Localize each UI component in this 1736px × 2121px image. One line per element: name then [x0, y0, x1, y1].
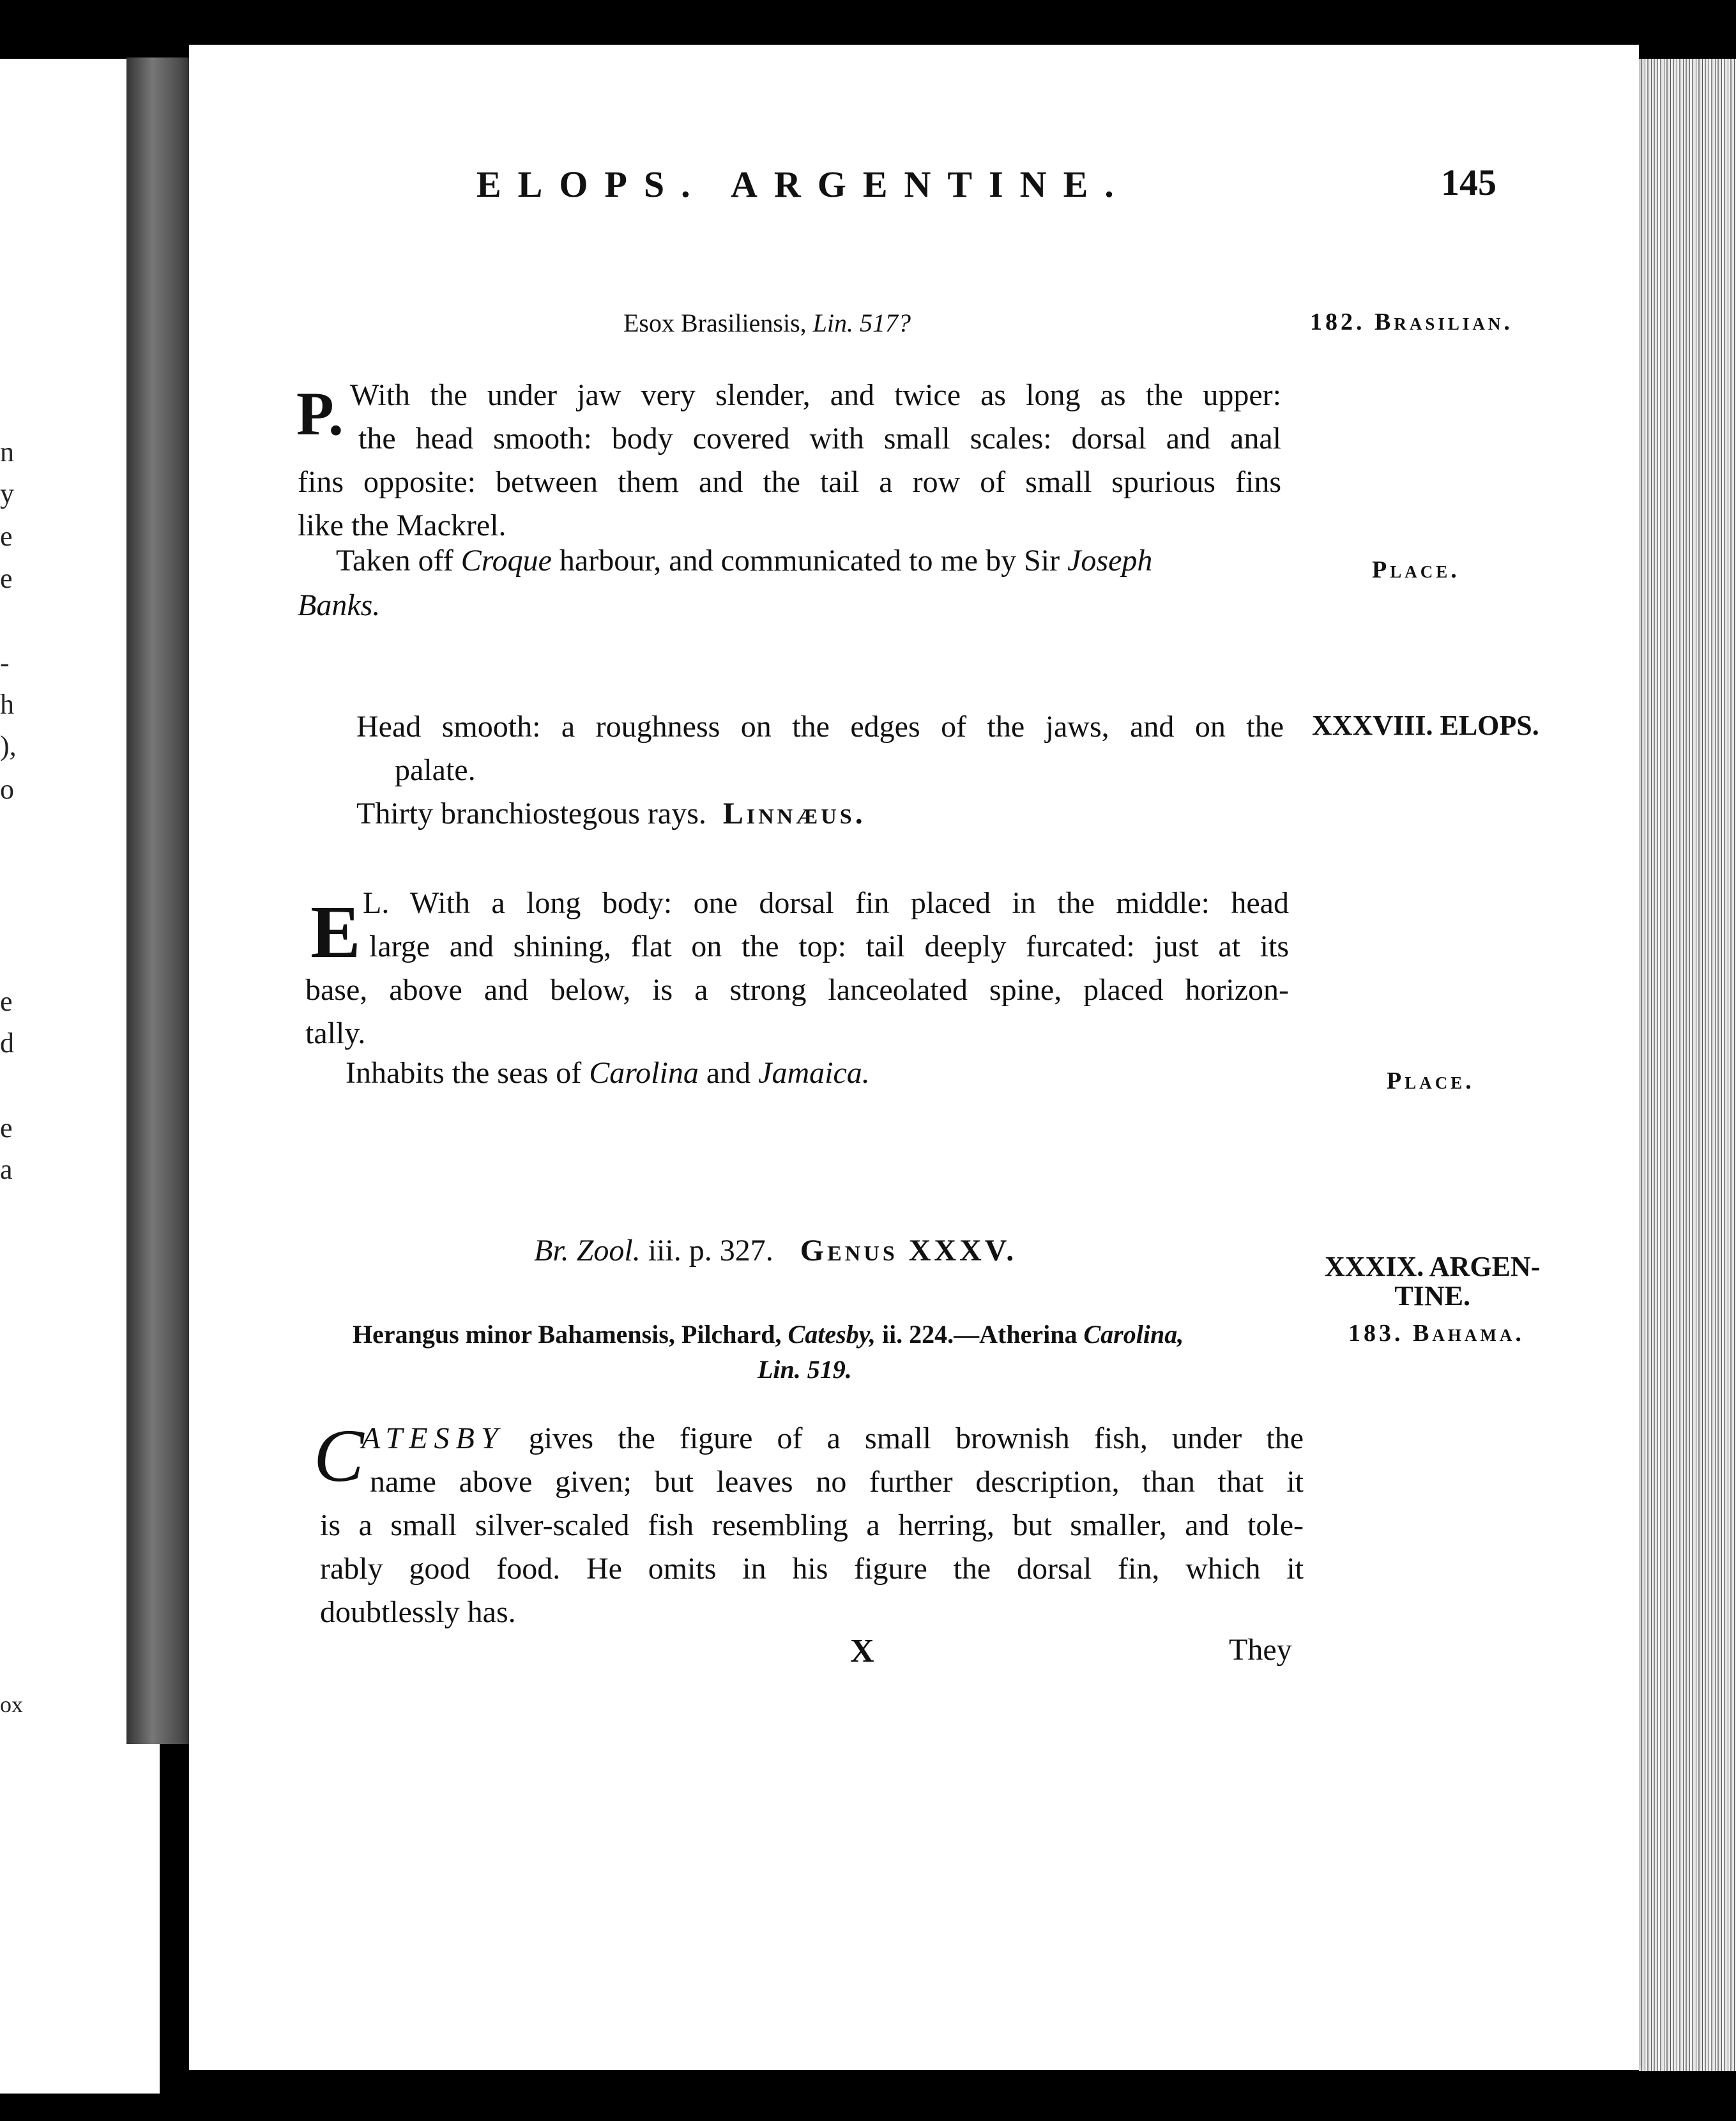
prev-page-fragment: e [0, 521, 13, 552]
synonym-italic: Carolina, [1083, 1320, 1184, 1349]
reference-italic: Br. Zool. [534, 1234, 641, 1267]
description-paragraph [298, 374, 1281, 547]
habitat-text: and [706, 1056, 751, 1090]
citation-italic: Lin. 517? [812, 309, 911, 337]
text-line: is a small silver-scaled fish resembling a herring, but smaller, and tole- [320, 1508, 1304, 1542]
page-edges [1639, 59, 1736, 2071]
signature-mark: X [850, 1633, 874, 1669]
text-line: the head smooth: body covered with small scales: dorsal and anal [358, 422, 1281, 456]
prev-page-fragment: ox [0, 1692, 23, 1717]
prev-page-fragment: y [0, 478, 14, 509]
prev-page-fragment: o [0, 774, 14, 805]
text-line: tally. [305, 1016, 366, 1050]
synonym-text: Herangus minor Bahamensis, Pilchard, [353, 1320, 782, 1349]
authority: Linnæus. [722, 797, 866, 831]
genus-character-line [356, 796, 866, 831]
prev-page-fragment: e [0, 1112, 13, 1144]
species-marginal-label: 183. Bahama. [1348, 1320, 1525, 1347]
genus-reference [534, 1233, 1017, 1268]
initial-word: ATESBY [362, 1421, 505, 1455]
place-line [336, 543, 1152, 578]
prev-page-fragment: - [0, 647, 10, 678]
drop-initial: P. [296, 379, 344, 448]
synonymy-line: Lin. 519. [758, 1355, 852, 1384]
text-line: doubtlessly has. [320, 1595, 516, 1629]
reference-text: iii. p. 327. [648, 1234, 773, 1267]
text-line: name above given; but leaves no further description, than that it [370, 1465, 1304, 1499]
prev-page-fragment: ), [0, 730, 17, 762]
description-paragraph [320, 1417, 1304, 1634]
citation-roman: Esox Brasiliensis, [623, 309, 807, 337]
prev-page-fragment: n [0, 436, 14, 468]
place-italic: Croque [461, 544, 552, 578]
margin-label-line: TINE. [1394, 1280, 1470, 1312]
text-line: With the under jaw very slender, and twice as long as the upper: [350, 378, 1281, 412]
margin-label-genus: XXXVIII. ELOPS. [1312, 710, 1539, 741]
catchword: They [1229, 1633, 1292, 1667]
synonymy-line [353, 1319, 1184, 1349]
genus-character-text: Thirty branchiostegous rays. [356, 797, 706, 831]
drop-initial: C [314, 1414, 364, 1497]
description-paragraph [305, 882, 1289, 1055]
place-italic: Joseph [1067, 544, 1153, 578]
habitat-line [346, 1055, 870, 1091]
habitat-italic: Jamaica. [758, 1056, 870, 1090]
synonym-italic: Catesby, [788, 1320, 876, 1349]
place-line-continued: Banks. [298, 588, 381, 622]
habitat-italic: Carolina [589, 1056, 699, 1090]
prev-page-fragment: a [0, 1154, 13, 1185]
running-title: ELOPS. ARGENTINE. [476, 164, 1131, 205]
drop-initial: E [310, 890, 361, 974]
species-abbr: L. [363, 886, 390, 920]
text-line: large and shining, flat on the top: tail deeply furcated: just at its [369, 930, 1289, 963]
genus-label: Genus XXXV. [800, 1234, 1017, 1267]
prev-page-fragment: d [0, 1027, 14, 1059]
species-citation [623, 308, 911, 338]
prev-page-fragment: e [0, 563, 13, 594]
book-page [189, 45, 1639, 2070]
text-line-content: gives the figure of a small brownish fish, under the [528, 1421, 1304, 1455]
place-text: harbour, and communicated to me by Sir [559, 544, 1060, 578]
synonym-text: ii. 224.—Atherina [881, 1320, 1077, 1349]
text-line: like the Mackrel. [298, 509, 506, 542]
habitat-text: Inhabits the seas of [346, 1056, 582, 1090]
prev-page-fragment: h [0, 689, 14, 720]
prev-page-fragment: e [0, 986, 13, 1017]
genus-character-line: Head smooth: a roughness on the edges of the jaws, and on the [356, 710, 1284, 744]
page-number: 145 [1441, 162, 1496, 203]
text-line [363, 882, 1289, 925]
place-text: Taken off [336, 544, 453, 578]
text-line-content: With a long body: one dorsal fin placed in the middle: head [409, 886, 1289, 920]
text-line: fins opposite: between them and the tail a row of small spurious fins [298, 465, 1281, 499]
place-marginal-label: Place. [1387, 1068, 1475, 1094]
margin-label-line: XXXIX. ARGEN- [1325, 1251, 1541, 1282]
text-line: rably good food. He omits in his figure the dorsal fin, which it [320, 1552, 1304, 1586]
margin-label-genus [1325, 1252, 1540, 1311]
text-line: base, above and below, is a strong lanceolated spine, placed horizon- [305, 973, 1289, 1007]
text-line [362, 1417, 1304, 1460]
margin-label-182: 182. Brasilian. [1310, 309, 1513, 335]
genus-character-line: palate. [395, 753, 476, 787]
place-marginal-label: Place. [1372, 556, 1460, 583]
